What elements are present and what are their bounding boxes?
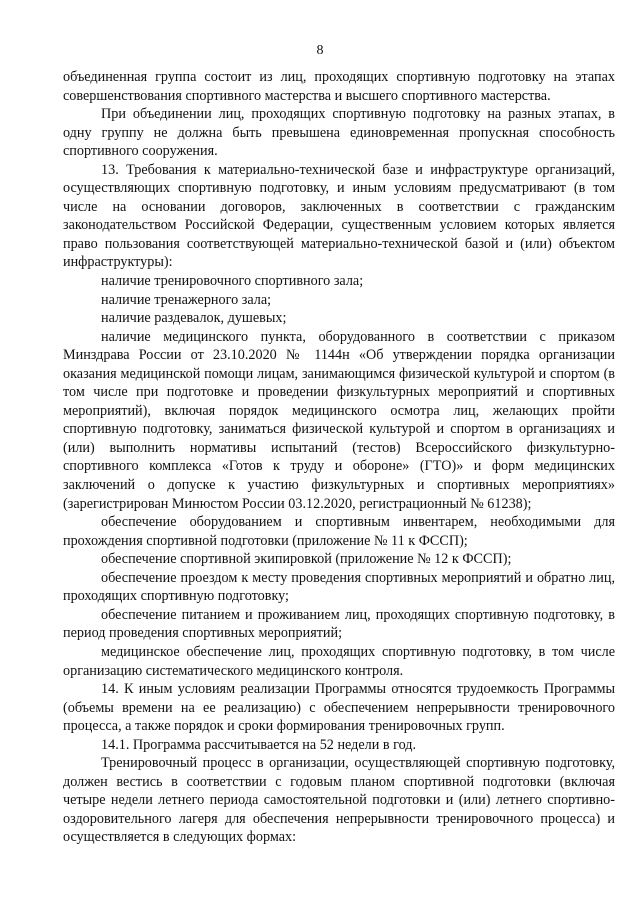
paragraph-continuation: объединенная группа состоит из лиц, проходящих спортивную подготовку на этапах совершенствования спортивного мастерства и высшего спортивного мастерства. <box>63 69 615 104</box>
list-item-travel: обеспечение проездом к месту проведения спортивных мероприятий и обратно лиц, проходящих спортивную подготовку; <box>63 569 615 605</box>
document-body <box>63 68 615 847</box>
paragraph-13-requirements: 13. Требования к материально-технической базе и инфраструктуре организаций, осуществляющих спортивную подготовку, и иным условиям предусматривают (в том числе на основании договоров, заключенных в соответствии с гражданским законодательством Российской Федерации, существенным условием которых является право пользования соответствующей материально-технической базой и (или) объектом инфраструктуры): <box>63 161 615 271</box>
page-number: 8 <box>316 43 324 58</box>
list-item-sports-gear: обеспечение спортивной экипировкой (приложение № 12 к ФССП); <box>101 551 512 568</box>
list-item-medical-point: наличие медицинского пункта, оборудованного в соответствии с приказом Минздрава России от 23.10.2020 № 1144н «Об утверждении порядка организации оказания медицинской помощи лицам, занимающимся физической культурой и спортом (в том числе при подготовке и проведении физкультурных мероприятий и спортивных мероприятий), включая порядок медицинского осмотра лиц, желающих пройти спортивную подготовку, заниматься физической культурой и спортом в организациях и (или) выполнить нормативы испытаний (тестов) Всероссийского физкультурно-спортивного комплекса «Готов к труду и обороне» (ГТО)» и форм медицинских заключений о допуске к участию физкультурных и спортивных мероприятиях» (зарегистрирован Минюстом России 03.12.2020, регистрационный № 61238); <box>63 328 615 512</box>
list-item-medical-support: медицинское обеспечение лиц, проходящих спортивную подготовку, в том числе организацию систематического медицинского контроля. <box>63 643 615 679</box>
list-item-training-hall: наличие тренировочного спортивного зала; <box>101 273 364 290</box>
list-item-changing-rooms: наличие раздевалок, душевых; <box>101 310 287 327</box>
paragraph-training-process: Тренировочный процесс в организации, осуществляющей спортивную подготовку, должен вестись в соответствии с годовым планом спортивной подготовки (включая четыре недели летнего периода самостоятельной подготовки и (или) летнего спортивно-оздоровительного лагеря для обеспечения непрерывности тренировочного процесса) и осуществляется в следующих формах: <box>63 755 615 846</box>
list-item-food-lodging: обеспечение питанием и проживанием лиц, проходящих спортивную подготовку, в период проведения спортивных мероприятий; <box>63 606 615 642</box>
list-item-equipment: обеспечение оборудованием и спортивным инвентарем, необходимыми для прохождения спортивной подготовки (приложение № 11 к ФССП); <box>63 514 615 549</box>
list-item-gym: наличие тренажерного зала; <box>101 291 272 308</box>
paragraph-group-merge: При объединении лиц, проходящих спортивную подготовку на разных этапах, в одну группу не должна быть превышена единовременная пропускная способность спортивного сооружения. <box>63 106 615 160</box>
paragraph-14-other-conditions: 14. К иным условиям реализации Программы относятся трудоемкость Программы (объемы времени на ее реализацию) с обеспечением непрерывности тренировочного процесса, а также порядок и сроки формирования тренировочных групп. <box>63 681 615 735</box>
paragraph-14-1-weeks: 14.1. Программа рассчитывается на 52 недели в год. <box>101 736 417 753</box>
